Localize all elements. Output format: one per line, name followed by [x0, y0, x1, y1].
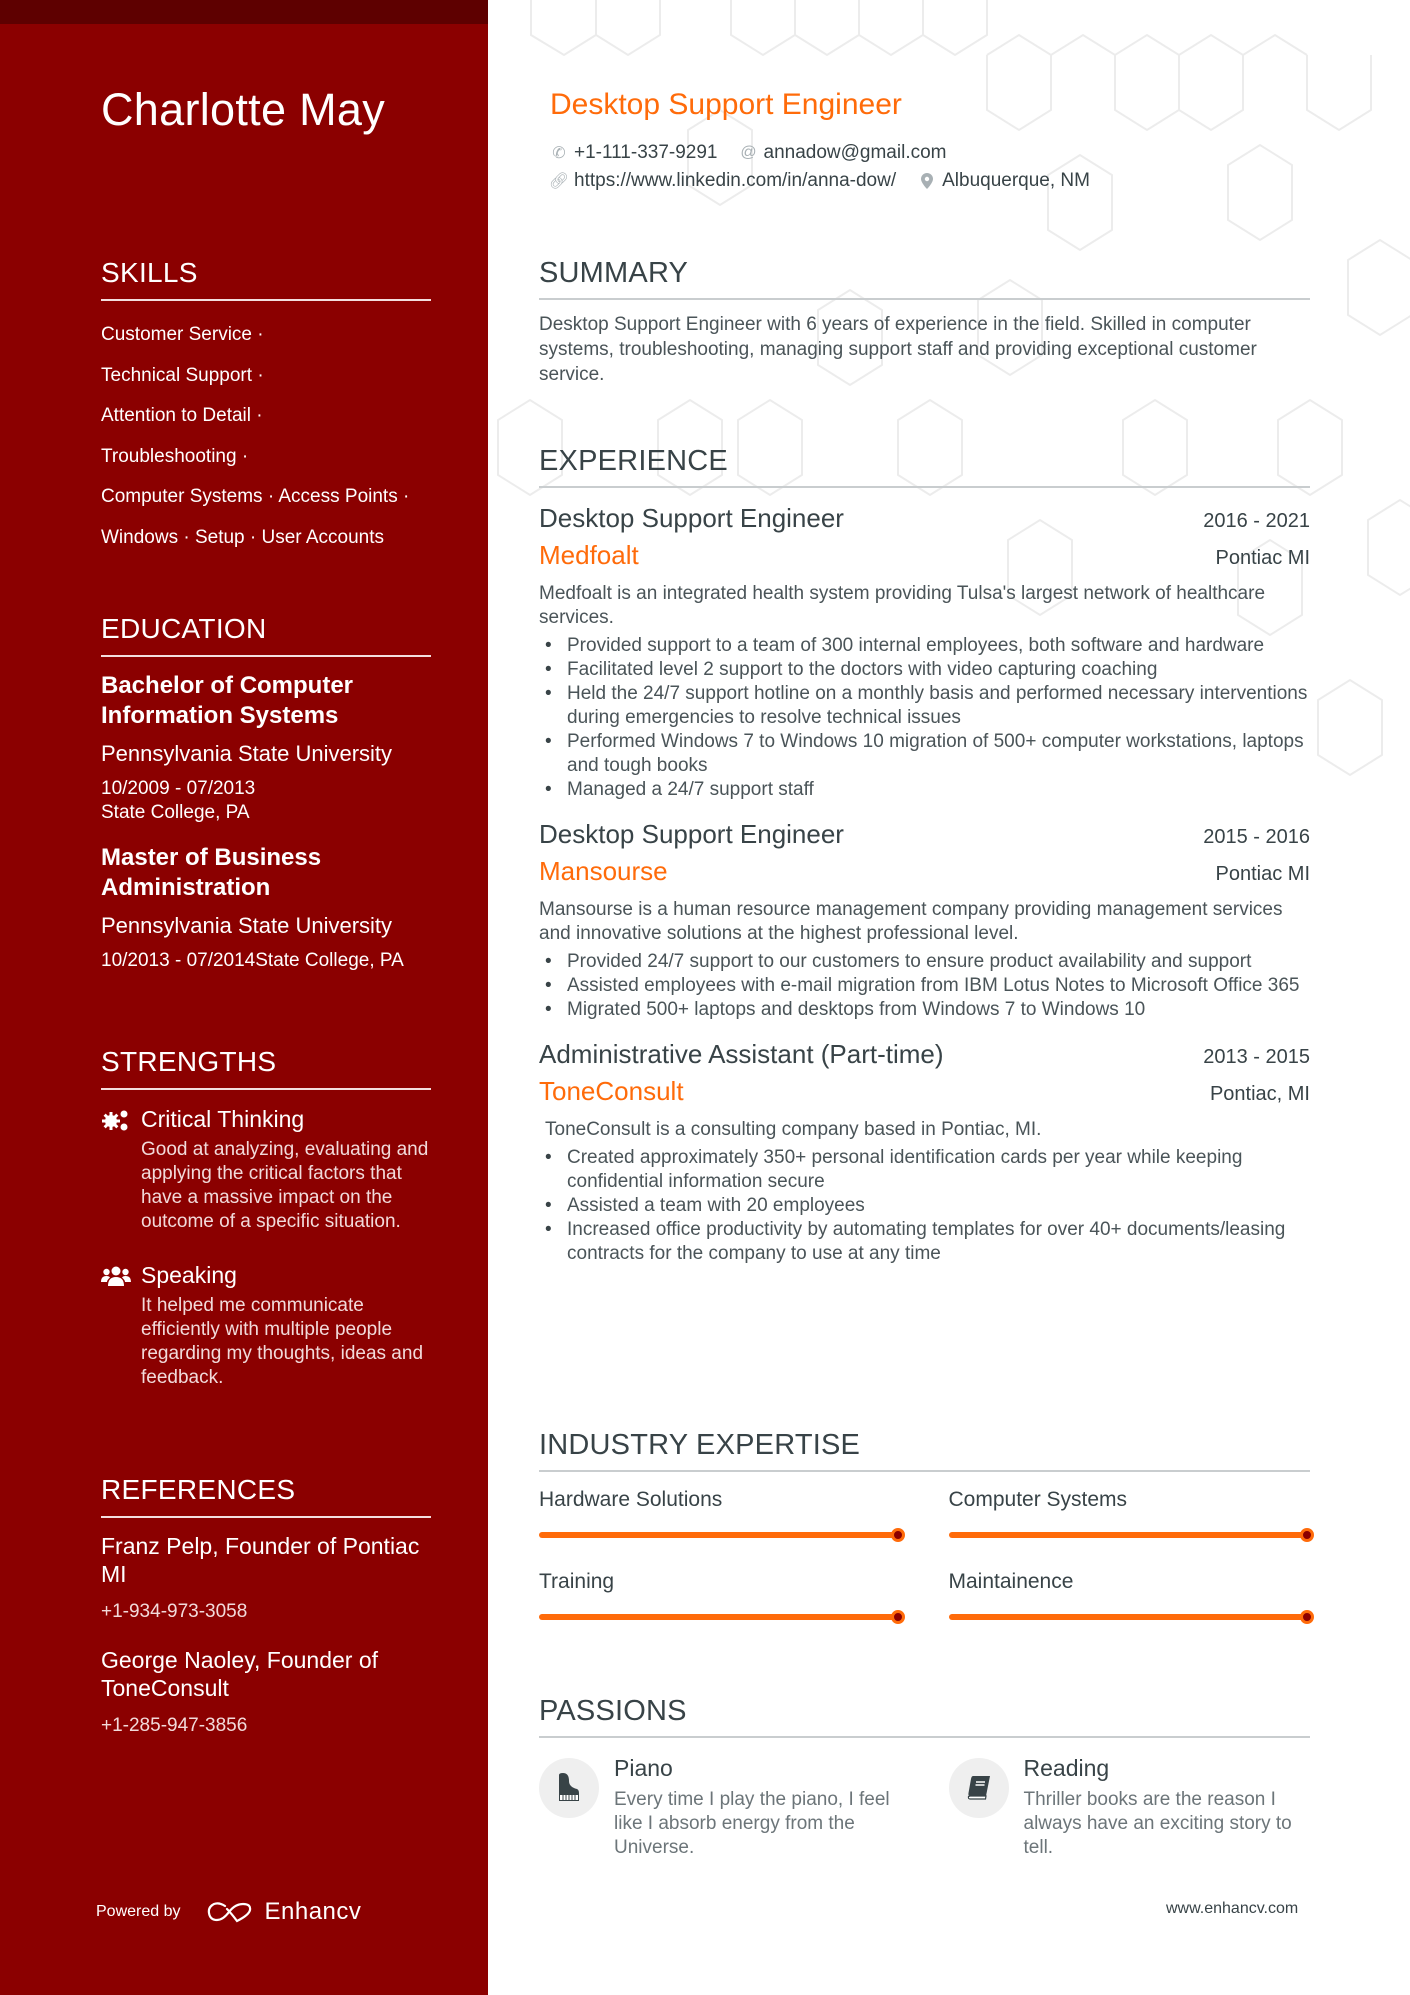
- experience-bullets: [539, 1146, 1310, 1266]
- references-title: REFERENCES: [101, 1474, 431, 1518]
- experience-dates: 2016 - 2021: [1203, 510, 1310, 532]
- experience-title: EXPERIENCE: [539, 445, 1310, 488]
- reference-phone: +1-934-973-3058: [101, 1601, 248, 1622]
- passions-title: PASSIONS: [539, 1695, 1310, 1738]
- summary-text: Desktop Support Engineer with 6 years of experience in the field. Skilled in computer systems, troubleshooting, managing support staff and providing exceptional customer service.: [539, 314, 1257, 385]
- experience-bullet: • Held the 24/7 support hotline on a monthly basis and performed necessary interventions during emergencies to resolve technical issues: [539, 682, 1310, 730]
- experience-bullet: • Provided support to a team of 300 internal employees, both software and hardware: [539, 634, 1310, 658]
- link-icon: 🔗︎: [548, 173, 570, 190]
- phone-contact[interactable]: [550, 142, 718, 164]
- location-contact: [918, 170, 1090, 192]
- passion-item: [949, 1752, 1311, 1860]
- strength-desc: Good at analyzing, evaluating and applying the critical factors that have a massive impact on the outcome of a specific situation.: [141, 1139, 429, 1232]
- expertise-item: [539, 1568, 901, 1620]
- strength-title: Speaking: [141, 1262, 237, 1288]
- sidebar-top-band: [0, 0, 488, 24]
- strengths-section: [101, 1046, 431, 1416]
- experience-role: Desktop Support Engineer: [539, 819, 844, 849]
- education-title: EDUCATION: [101, 613, 431, 657]
- passion-title: Piano: [614, 1755, 673, 1781]
- experience-company: Mansourse: [539, 856, 668, 886]
- experience-desc: Mansourse is a human resource management company providing management services and innovative solutions at the highest professional level.: [539, 899, 1283, 944]
- skills-title: SKILLS: [101, 257, 431, 301]
- skills-section: [101, 257, 431, 558]
- experience-bullet: • Facilitated level 2 support to the doctors with video capturing coaching: [539, 658, 1310, 682]
- site-url[interactable]: www.enhancv.com: [1166, 1900, 1299, 1917]
- enhancv-logo[interactable]: [207, 1898, 362, 1926]
- phone-text: +1-111-337-9291: [574, 142, 718, 163]
- experience-bullet: • Migrated 500+ laptops and desktops from Windows 7 to Windows 10: [539, 998, 1310, 1022]
- summary-section: [539, 257, 1310, 387]
- contact-row: [550, 170, 1090, 192]
- experience-company: Medfoalt: [539, 540, 639, 570]
- enhancv-logo-icon: [207, 1901, 253, 1923]
- expertise-label: Maintainence: [948, 1570, 1074, 1593]
- education-dates: 10/2013 - 07/2014: [101, 950, 256, 971]
- strengths-title: STRENGTHS: [101, 1046, 431, 1090]
- education-meta: [101, 949, 431, 973]
- education-degree: Master of Business Administration: [101, 844, 322, 901]
- expertise-bar-dot: [1300, 1528, 1314, 1542]
- skills-line: Windows · Setup · User Accounts: [101, 526, 384, 548]
- experience-bullet: • Assisted employees with e-mail migration from IBM Lotus Notes to Microsoft Office 365: [539, 974, 1310, 998]
- passion-item: [539, 1752, 901, 1860]
- education-section: [101, 613, 431, 991]
- experience-dates: 2015 - 2016: [1203, 826, 1310, 848]
- expertise-item: [949, 1568, 1311, 1620]
- experience-item: [539, 1036, 1310, 1266]
- expertise-bar: [539, 1532, 901, 1538]
- experience-desc: ToneConsult is a consulting company based in Pontiac, MI.: [545, 1119, 1042, 1140]
- linkedin-contact[interactable]: [550, 170, 896, 192]
- expertise-bar: [949, 1614, 1311, 1620]
- passion-desc: Thriller books are the reason I always have an exciting story to tell.: [1023, 1789, 1292, 1858]
- experience-location: Pontiac MI: [1215, 547, 1310, 569]
- reference-name: George Naoley, Founder of ToneConsult: [101, 1647, 379, 1701]
- strength-title: Critical Thinking: [141, 1106, 305, 1132]
- passions-section: [539, 1695, 1310, 1860]
- education-school: Pennsylvania State University: [101, 741, 393, 766]
- education-location: State College, PA: [255, 950, 404, 971]
- strength-item: [101, 1260, 431, 1390]
- expertise-bar: [539, 1614, 901, 1620]
- education-item: [101, 843, 431, 973]
- experience-location: Pontiac MI: [1215, 863, 1310, 885]
- at-icon: @: [740, 144, 757, 161]
- experience-company: ToneConsult: [539, 1076, 684, 1106]
- experience-item: [539, 816, 1310, 1022]
- expertise-bar-dot: [891, 1610, 905, 1624]
- contact-row: [550, 142, 947, 164]
- sidebar: [0, 0, 488, 1995]
- users-icon: [101, 1264, 131, 1290]
- email-contact[interactable]: [740, 142, 947, 164]
- experience-role: Administrative Assistant (Part-time): [539, 1039, 944, 1069]
- location-pin-icon: [918, 173, 936, 189]
- gears-icon: [101, 1108, 131, 1134]
- job-title: Desktop Support Engineer: [550, 88, 902, 121]
- expertise-label: Hardware Solutions: [539, 1488, 723, 1511]
- expertise-grid: [539, 1486, 1310, 1620]
- expertise-label: Computer Systems: [948, 1488, 1128, 1511]
- expertise-bar-dot: [1300, 1610, 1314, 1624]
- linkedin-text: https://www.linkedin.com/in/anna-dow/: [574, 170, 897, 191]
- passion-title: Reading: [1023, 1755, 1110, 1781]
- email-text: annadow@gmail.com: [763, 142, 947, 163]
- experience-bullet: • Increased office productivity by automating templates for over 40+ documents/leasing contracts for the company to use at any time: [539, 1218, 1310, 1266]
- strength-desc: It helped me communicate efficiently with multiple people regarding my thoughts, ideas and feedback.: [141, 1295, 424, 1388]
- skills-line: Attention to Detail ·: [101, 405, 263, 426]
- skills-line: Customer Service ·: [101, 324, 264, 345]
- experience-role: Desktop Support Engineer: [539, 503, 844, 533]
- candidate-name: Charlotte May: [101, 84, 386, 135]
- education-school: Pennsylvania State University: [101, 913, 393, 938]
- references-section: [101, 1474, 431, 1760]
- reference-name: Franz Pelp, Founder of Pontiac MI: [101, 1533, 420, 1587]
- expertise-bar-dot: [891, 1528, 905, 1542]
- powered-by-label: Powered by: [96, 1903, 181, 1920]
- experience-location: Pontiac, MI: [1209, 1083, 1310, 1105]
- education-item: [101, 671, 431, 825]
- strength-item: [101, 1104, 431, 1234]
- passion-desc: Every time I play the piano, I feel like I absorb energy from the Universe.: [614, 1789, 890, 1858]
- book-icon: [949, 1758, 1009, 1818]
- skills-line: Troubleshooting ·: [101, 445, 249, 467]
- experience-section: [539, 445, 1310, 1280]
- experience-bullets: [539, 634, 1310, 802]
- education-degree: Bachelor of Computer Information Systems: [101, 672, 354, 729]
- powered-by: [96, 1898, 361, 1926]
- phone-icon: ✆: [552, 145, 566, 162]
- experience-bullet: • Performed Windows 7 to Windows 10 migration of 500+ computer workstations, laptops and tough books: [539, 730, 1310, 778]
- experience-bullet: • Assisted a team with 20 employees: [539, 1194, 1310, 1218]
- experience-bullets: [539, 950, 1310, 1022]
- skills-line: Computer Systems · Access Points ·: [101, 486, 410, 507]
- piano-icon: [539, 1758, 599, 1818]
- education-dates: 10/2009 - 07/2013: [101, 778, 256, 799]
- passions-grid: [539, 1752, 1310, 1860]
- industry-expertise-title: INDUSTRY EXPERTISE: [539, 1429, 1310, 1472]
- experience-bullet: • Managed a 24/7 support staff: [539, 778, 1310, 802]
- reference-phone: +1-285-947-3856: [101, 1715, 248, 1736]
- experience-dates: 2013 - 2015: [1203, 1046, 1310, 1068]
- experience-desc: Medfoalt is an integrated health system providing Tulsa's largest network of healthcare services.: [539, 583, 1266, 628]
- location-text: Albuquerque, NM: [942, 170, 1090, 191]
- industry-expertise-section: [539, 1429, 1310, 1620]
- education-location: State College, PA: [101, 802, 250, 823]
- summary-title: SUMMARY: [539, 257, 1310, 300]
- enhancv-logo-text: Enhancv: [264, 1898, 362, 1925]
- expertise-item: [949, 1486, 1311, 1538]
- experience-bullet: • Created approximately 350+ personal identification cards per year while keeping confidential information secure: [539, 1146, 1310, 1194]
- skills-line: Technical Support ·: [101, 364, 264, 386]
- expertise-bar: [949, 1532, 1311, 1538]
- experience-bullet: • Provided 24/7 support to our customers to ensure product availability and support: [539, 950, 1310, 974]
- experience-item: [539, 500, 1310, 802]
- expertise-item: [539, 1486, 901, 1538]
- expertise-label: Training: [539, 1570, 615, 1593]
